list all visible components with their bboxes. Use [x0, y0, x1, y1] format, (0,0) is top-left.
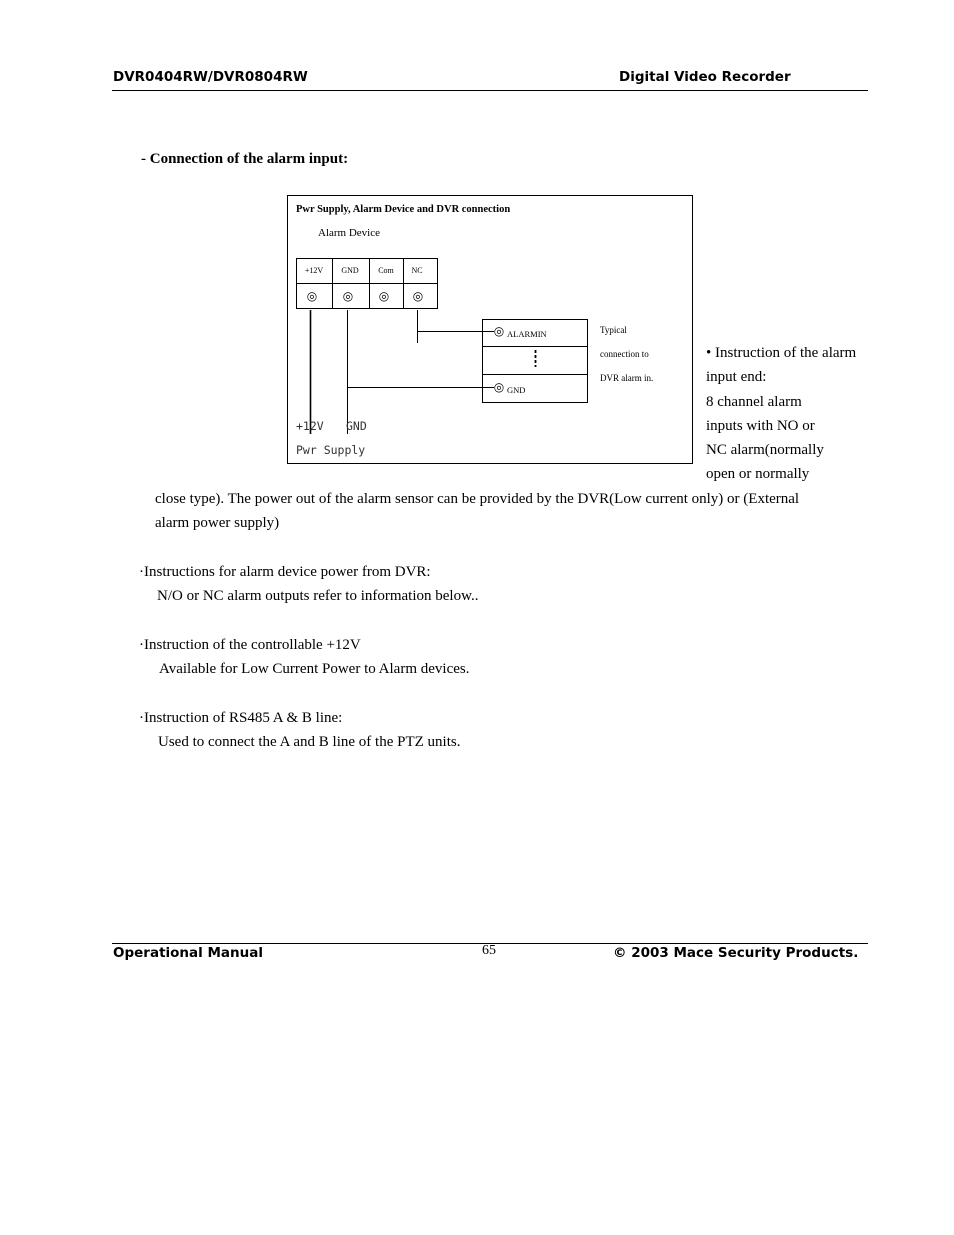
- diagram-title: Pwr Supply, Alarm Device and DVR connection: [296, 204, 511, 215]
- footer-manual: Operational Manual: [113, 945, 263, 961]
- supply-gnd-label: GND: [346, 419, 367, 433]
- header-title: Digital Video Recorder: [619, 69, 791, 85]
- alarmin-screw-icon: ◎: [493, 324, 505, 338]
- terminal-screw-icon: ◎: [378, 289, 390, 303]
- alarm-input-continuation: alarm power supply): [155, 515, 280, 531]
- alarm-input-line: 8 channel alarm: [706, 394, 802, 410]
- section-heading: ·Instruction of RS485 A & B line:: [139, 710, 343, 726]
- terminal-screw-icon: ◎: [342, 289, 354, 303]
- header-model: DVR0404RW/DVR0804RW: [113, 69, 308, 85]
- section-text: Available for Low Current Power to Alarm devices.: [159, 661, 470, 677]
- terminal-screw-icon: ◎: [412, 289, 424, 303]
- alarm-input-line: inputs with NO or: [706, 418, 815, 434]
- side-note-line: connection to: [600, 349, 649, 359]
- section-text: N/O or NC alarm outputs refer to information below..: [157, 588, 479, 604]
- supply-12v-label: +12V: [296, 419, 324, 433]
- terminal-nc: NC: [411, 266, 423, 275]
- terminal-12v: +12V: [304, 266, 324, 275]
- alarm-input-line: input end:: [706, 369, 767, 385]
- terminal-gnd: GND: [341, 266, 359, 275]
- alarm-input-line: open or normally: [706, 466, 810, 482]
- alarm-device-label: Alarm Device: [318, 227, 380, 239]
- section-title: - Connection of the alarm input:: [141, 151, 349, 167]
- side-note-line: DVR alarm in.: [600, 373, 654, 383]
- alarm-input-continuation: close type). The power out of the alarm sensor can be provided by the DVR(Low current only) or (External: [155, 491, 800, 507]
- side-note-line: Typical: [600, 325, 627, 335]
- pwr-supply-label: Pwr Supply: [296, 443, 366, 457]
- section-heading: ·Instructions for alarm device power from DVR:: [139, 564, 431, 580]
- section-heading: ·Instruction of the controllable +12V: [139, 637, 361, 653]
- alarmin-label: ALARMIN: [507, 329, 547, 339]
- footer-copyright: © 2003 Mace Security Products.: [613, 945, 859, 961]
- dvr-gnd-label: GND: [507, 385, 526, 395]
- gnd-screw-icon: ◎: [493, 380, 505, 394]
- section-text: Used to connect the A and B line of the PTZ units.: [158, 734, 461, 750]
- page-number: 65: [482, 943, 496, 958]
- alarm-input-line: NC alarm(normally: [706, 442, 824, 458]
- terminal-screw-icon: ◎: [306, 289, 318, 303]
- terminal-com: Com: [378, 266, 394, 275]
- alarm-input-line: • Instruction of the alarm: [706, 345, 857, 361]
